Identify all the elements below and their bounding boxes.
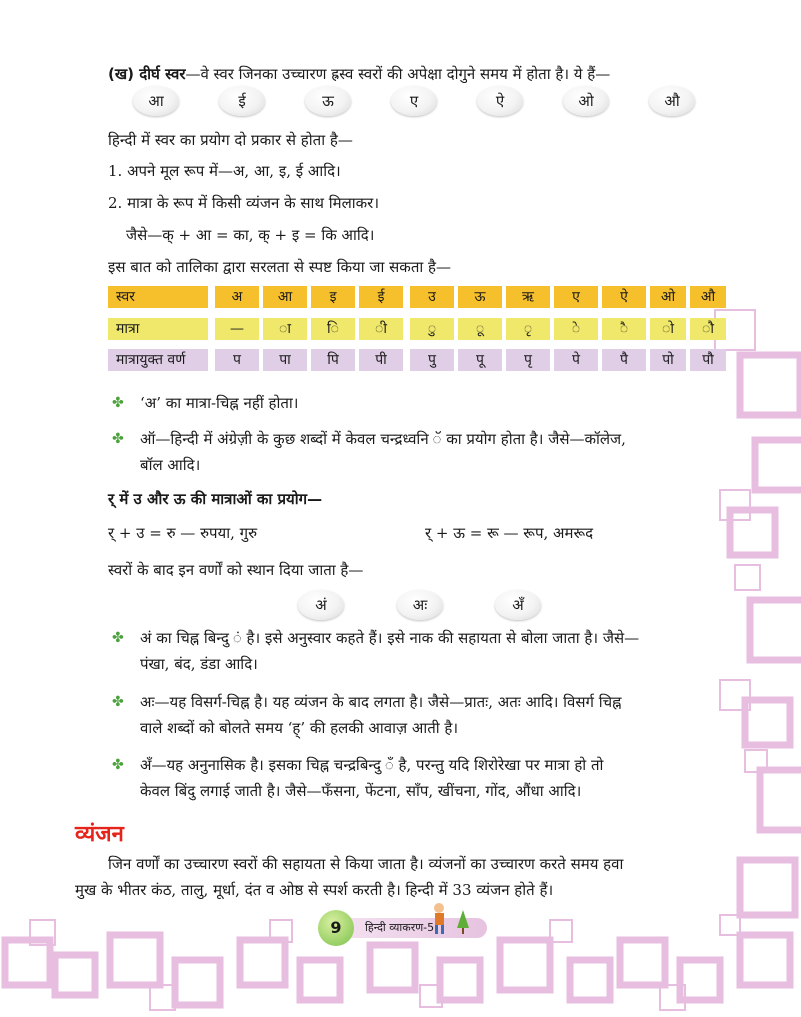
ayogvah-circle: अं — [298, 590, 344, 620]
matra-cell: े — [554, 318, 598, 340]
svar-cell: आ — [263, 286, 307, 308]
table-row-label: स्वर — [108, 286, 208, 308]
matra-cell: ी — [359, 318, 403, 340]
dirgh-text: —वे स्वर जिनका उच्चारण ह्रस्व स्वरों की अपेक्षा दोगुने समय में होता है। ये हैं— — [185, 65, 611, 83]
visarg-line-1: अः—यह विसर्ग-चिह्न है। यह व्यंजन के बाद लगता है। जैसे—प्रातः, अतः आदि। विसर्ग चिह्न — [140, 693, 622, 711]
visarg-line-2: वाले शब्दों को बोलते समय ‘ह्’ की हलकी आवाज़ आती है। — [140, 719, 459, 737]
yukt-cell: पो — [650, 349, 686, 371]
anunasik-line-1: अँ—यह अनुनासिक है। इसका चिह्न चन्द्रबिन्दु ँ है, परन्तु यदि शिरोरेखा पर मात्रा हो तो — [140, 756, 604, 774]
anusvar-line-2: पंखा, बंद, डंडा आदि। — [140, 655, 258, 673]
usage-intro: हिन्दी में स्वर का प्रयोग दो प्रकार से होता है— — [108, 131, 353, 149]
svar-cell: ऊ — [458, 286, 502, 308]
footer-book-title: हिन्दी व्याकरण-5 — [347, 918, 487, 938]
yukt-cell: पू — [458, 349, 502, 371]
anusvar-line-1: अं का चिह्न बिन्दु ं है। इसे अनुस्वार कहते हैं। इसे नाक की सहायता से बोला जाता है। जैसे— — [140, 629, 640, 647]
decorative-squares-right — [700, 300, 801, 940]
yukt-cell: पृ — [506, 349, 550, 371]
anunasik-line-2: केवल बिंदु लगाई जाती है। जैसे—फँसना, फेंटना, साँप, खींचना, गोंद, औंधा आदि। — [140, 782, 582, 800]
ra-example-left: र् + उ = रु — रुपया, गुरु — [108, 524, 258, 542]
after-intro: स्वरों के बाद इन वर्णों को स्थान दिया जाता है— — [108, 561, 364, 579]
svar-cell: इ — [311, 286, 355, 308]
ra-heading: र् में उ और ऊ की मात्राओं का प्रयोग— — [108, 490, 323, 508]
svar-cell: ई — [359, 286, 403, 308]
svar-cell: औ — [690, 286, 726, 308]
table-intro: इस बात को तालिका द्वारा सरलता से स्पष्ट किया जा सकता है— — [108, 258, 451, 276]
vowel-circle: आ — [133, 86, 179, 116]
vyanjan-para-line-2: मुख के भीतर कंठ, तालु, मूर्धा, दंत व ओष्ठ से स्पर्श करती है। हिन्दी में 33 व्यंजन होते हैं। — [75, 881, 554, 899]
dirgh-label: (ख) दीर्घ स्वर — [108, 65, 186, 83]
matra-cell: — — [215, 318, 259, 340]
ayogvah-circle: अः — [397, 590, 443, 620]
matra-cell: ो — [650, 318, 686, 340]
matra-cell: ै — [602, 318, 646, 340]
svar-cell: उ — [410, 286, 454, 308]
vowel-circle: ई — [219, 86, 265, 116]
dirgh-line — [108, 64, 610, 84]
table-row-label: मात्रा — [108, 318, 208, 340]
vowel-circle: ऊ — [305, 86, 351, 116]
yukt-cell: पा — [263, 349, 307, 371]
ayogvah-circle: अँ — [495, 590, 541, 620]
vowel-circle: ओ — [563, 86, 609, 116]
svar-cell: ऋ — [506, 286, 550, 308]
bullet-icon: ✤ — [112, 395, 124, 411]
page-number: 9 — [318, 910, 354, 946]
yukt-cell: पु — [410, 349, 454, 371]
bullet-icon: ✤ — [112, 431, 124, 447]
table-row-label: मात्रायुक्त वर्ण — [108, 349, 208, 371]
yukt-cell: पे — [554, 349, 598, 371]
yukt-cell: पौ — [690, 349, 726, 371]
svar-cell: ए — [554, 286, 598, 308]
yukt-cell: पि — [311, 349, 355, 371]
yukt-cell: पी — [359, 349, 403, 371]
yukt-cell: प — [215, 349, 259, 371]
vyanjan-para-line-1: जिन वर्णों का उच्चारण स्वरों की सहायता से किया जाता है। व्यंजनों का उच्चारण करते समय हवा — [108, 855, 624, 873]
yukt-cell: पै — [602, 349, 646, 371]
bullet-icon: ✤ — [112, 630, 124, 646]
matra-cell: ृ — [506, 318, 550, 340]
usage-example: जैसे—क् + आ = का, क् + इ = कि आदि। — [126, 226, 375, 244]
note-1: ‘अ’ का मात्रा-चिह्न नहीं होता। — [140, 394, 299, 412]
matra-cell: ा — [263, 318, 307, 340]
section-title-vyanjan: व्यंजन — [75, 822, 124, 847]
svar-cell: अ — [215, 286, 259, 308]
matra-cell: ौ — [690, 318, 726, 340]
svar-cell: ऐ — [602, 286, 646, 308]
note-2-line-2: बॉल आदि। — [140, 456, 201, 474]
bullet-icon: ✤ — [112, 694, 124, 710]
svar-cell: ओ — [650, 286, 686, 308]
bullet-icon: ✤ — [112, 757, 124, 773]
usage-item-1: 1. अपने मूल रूप में—अ, आ, इ, ई आदि। — [108, 162, 341, 180]
child-illustration-icon — [425, 900, 475, 940]
matra-cell: ु — [410, 318, 454, 340]
note-2-line-1: ऑ—हिन्दी में अंग्रेज़ी के कुछ शब्दों में केवल चन्द्रध्वनि ॅ का प्रयोग होता है। जैसे—कॉलेज, — [140, 430, 626, 448]
ra-example-right: र् + ऊ = रू — रूप, अमरूद — [425, 524, 594, 542]
matra-cell: ू — [458, 318, 502, 340]
vowel-circle: औ — [649, 86, 695, 116]
vowel-circle: ऐ — [477, 86, 523, 116]
vowel-circle: ए — [391, 86, 437, 116]
usage-item-2: 2. मात्रा के रूप में किसी व्यंजन के साथ मिलाकर। — [108, 194, 380, 212]
matra-cell: ि — [311, 318, 355, 340]
